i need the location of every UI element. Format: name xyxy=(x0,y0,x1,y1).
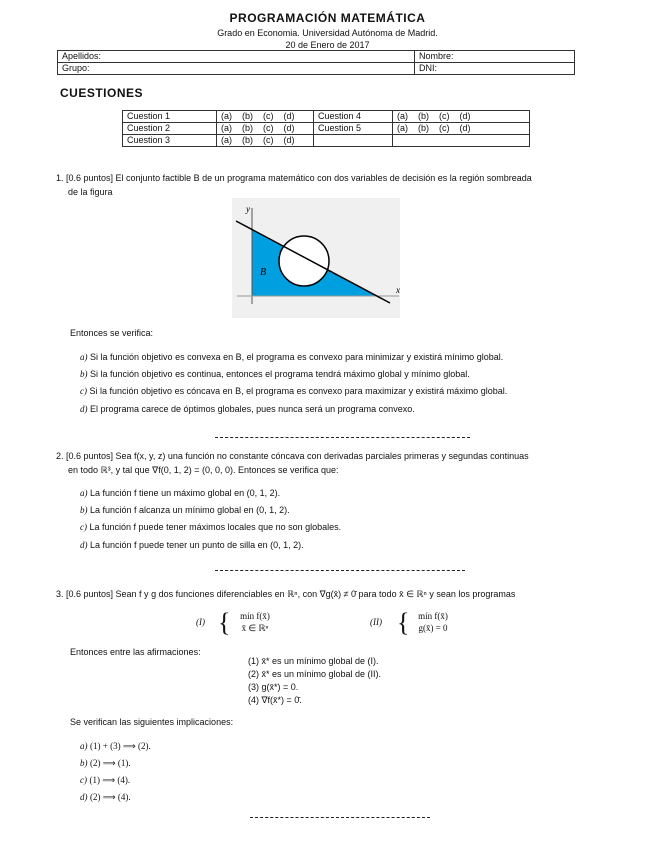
option-letter: d) xyxy=(80,792,88,802)
answer-options[interactable]: (a) (b) (c) (d) xyxy=(393,111,530,123)
question-label: Cuestion 1 xyxy=(123,111,217,123)
q2-statement: 2. [0.6 puntos] Sea f(x, y, z) una función no constante cóncava con derivadas parciales primeras y segundas continuas xyxy=(56,451,529,461)
option-text[interactable]: La función f tiene un máximo global en (0, 1, 2). xyxy=(90,488,281,498)
option-a xyxy=(80,352,503,362)
option-text[interactable]: Si la función objetivo es convexa en B, el programa es convexo para minimizar y existirá mínimo global. xyxy=(90,352,504,362)
answer-options[interactable]: (a) (b) (c) (d) xyxy=(217,135,314,147)
dni-field[interactable]: DNI: xyxy=(415,63,575,75)
program-ii-objective: mín f(x̄) xyxy=(418,611,448,621)
option-d xyxy=(80,540,304,550)
q3-statement: 3. [0.6 puntos] Sean f y g dos funciones diferenciables en ℝⁿ, con ∇g(x̄) ≠ 0̄ para todo x̄ ∈ ℝⁿ y sean los programas xyxy=(56,589,516,599)
student-info-table xyxy=(57,50,575,75)
claim: (2) x̄* es un mínimo global de (II). xyxy=(248,669,382,679)
option-text[interactable]: La función f alcanza un mínimo global en (0, 1, 2). xyxy=(90,505,290,515)
option-b xyxy=(80,369,470,379)
option-a xyxy=(80,488,280,498)
question-label: Cuestion 2 xyxy=(123,123,217,135)
option-text[interactable]: (1) + (3) ⟹ (2). xyxy=(90,741,151,751)
separator xyxy=(215,437,470,438)
nombre-field[interactable]: Nombre: xyxy=(415,51,575,63)
question-label: Cuestion 4 xyxy=(314,111,393,123)
option-letter: b) xyxy=(80,505,88,515)
option-text[interactable]: La función f puede tener un punto de silla en (0, 1, 2). xyxy=(90,540,304,550)
program-ii-label: (II) xyxy=(370,617,382,627)
option-text[interactable]: (1) ⟹ (4). xyxy=(89,775,131,785)
option-c xyxy=(80,386,507,396)
brace-icon: { xyxy=(218,608,231,637)
program-i-label: (I) xyxy=(196,617,205,627)
y-label: y xyxy=(246,204,250,214)
q3-intro2: Se verifican las siguientes implicaciones: xyxy=(70,717,234,727)
page-title: PROGRAMACIÓN MATEMÁTICA xyxy=(229,11,426,25)
question-label: Cuestion 5 xyxy=(314,123,393,135)
program-ii-constraint: g(x̄) = 0 xyxy=(418,623,448,633)
feasible-region-figure xyxy=(232,198,400,318)
claim: (1) x̄* es un mínimo global de (I). xyxy=(248,656,379,666)
option-letter: b) xyxy=(80,758,88,768)
option-text[interactable]: (2) ⟹ (4). xyxy=(90,792,131,802)
option-text[interactable]: Si la función objetivo es cóncava en B, el programa es convexo para maximizar y existirá máximo global. xyxy=(89,386,508,396)
program-i-constraint: x̄ ∈ ℝⁿ xyxy=(241,623,269,633)
option-d xyxy=(80,404,415,414)
option-b xyxy=(80,758,131,769)
option-text[interactable]: La función f puede tener máximos locales que no son globales. xyxy=(89,522,342,532)
answer-options[interactable]: (a) (b) (c) (d) xyxy=(217,111,314,123)
answer-table xyxy=(122,110,530,147)
option-letter: a) xyxy=(80,741,88,751)
option-text[interactable]: El programa carece de óptimos globales, pues nunca será un programa convexo. xyxy=(90,404,415,414)
answer-options[interactable] xyxy=(393,135,530,147)
answer-options[interactable]: (a) (b) (c) (d) xyxy=(393,123,530,135)
option-letter: c) xyxy=(80,775,87,785)
option-letter: b) xyxy=(80,369,88,379)
program-i-objective: mín f(x̄) xyxy=(240,611,270,621)
answer-options[interactable]: (a) (b) (c) (d) xyxy=(217,123,314,135)
option-d xyxy=(80,792,131,803)
q1-statement-cont: de la figura xyxy=(68,187,113,197)
section-title: CUESTIONES xyxy=(60,86,144,100)
claim: (4) ∇f(x̄*) = 0̄. xyxy=(248,695,302,705)
question-label xyxy=(314,135,393,147)
brace-icon: { xyxy=(397,608,410,637)
separator xyxy=(250,817,430,818)
apellidos-field[interactable]: Apellidos: xyxy=(58,51,415,63)
grupo-field[interactable]: Grupo: xyxy=(58,63,415,75)
q1-intro: Entonces se verifica: xyxy=(70,328,154,338)
circle-hole xyxy=(279,236,329,286)
separator xyxy=(215,570,465,571)
option-letter: a) xyxy=(80,488,88,498)
q2-statement-cont: en todo ℝ³, y tal que ∇f(0, 1, 2) = (0, 0, 0). Entonces se verifica que: xyxy=(68,465,339,475)
claim: (3) g(x̄*) = 0. xyxy=(248,682,299,692)
option-text[interactable]: (2) ⟹ (1). xyxy=(90,758,131,768)
option-letter: d) xyxy=(80,404,88,414)
q1-statement: 1. [0.6 puntos] El conjunto factible B de un programa matemático con dos variables de decisión es la región sombreada xyxy=(56,173,532,183)
b-label: B xyxy=(260,267,267,278)
option-text[interactable]: Si la función objetivo es continua, entonces el programa tendrá máximo global y mínimo global. xyxy=(90,369,470,379)
option-b xyxy=(80,505,290,515)
q3-intro: Entonces entre las afirmaciones: xyxy=(70,647,201,657)
exam-date: 20 de Enero de 2017 xyxy=(285,40,370,50)
option-a xyxy=(80,741,151,752)
x-label: x xyxy=(396,285,400,295)
option-letter: c) xyxy=(80,386,87,396)
option-letter: c) xyxy=(80,522,87,532)
subtitle: Grado en Economia. Universidad Autónoma de Madrid. xyxy=(217,28,438,38)
option-letter: d) xyxy=(80,540,88,550)
question-label: Cuestion 3 xyxy=(123,135,217,147)
option-letter: a) xyxy=(80,352,88,362)
option-c xyxy=(80,775,130,786)
option-c xyxy=(80,522,341,532)
